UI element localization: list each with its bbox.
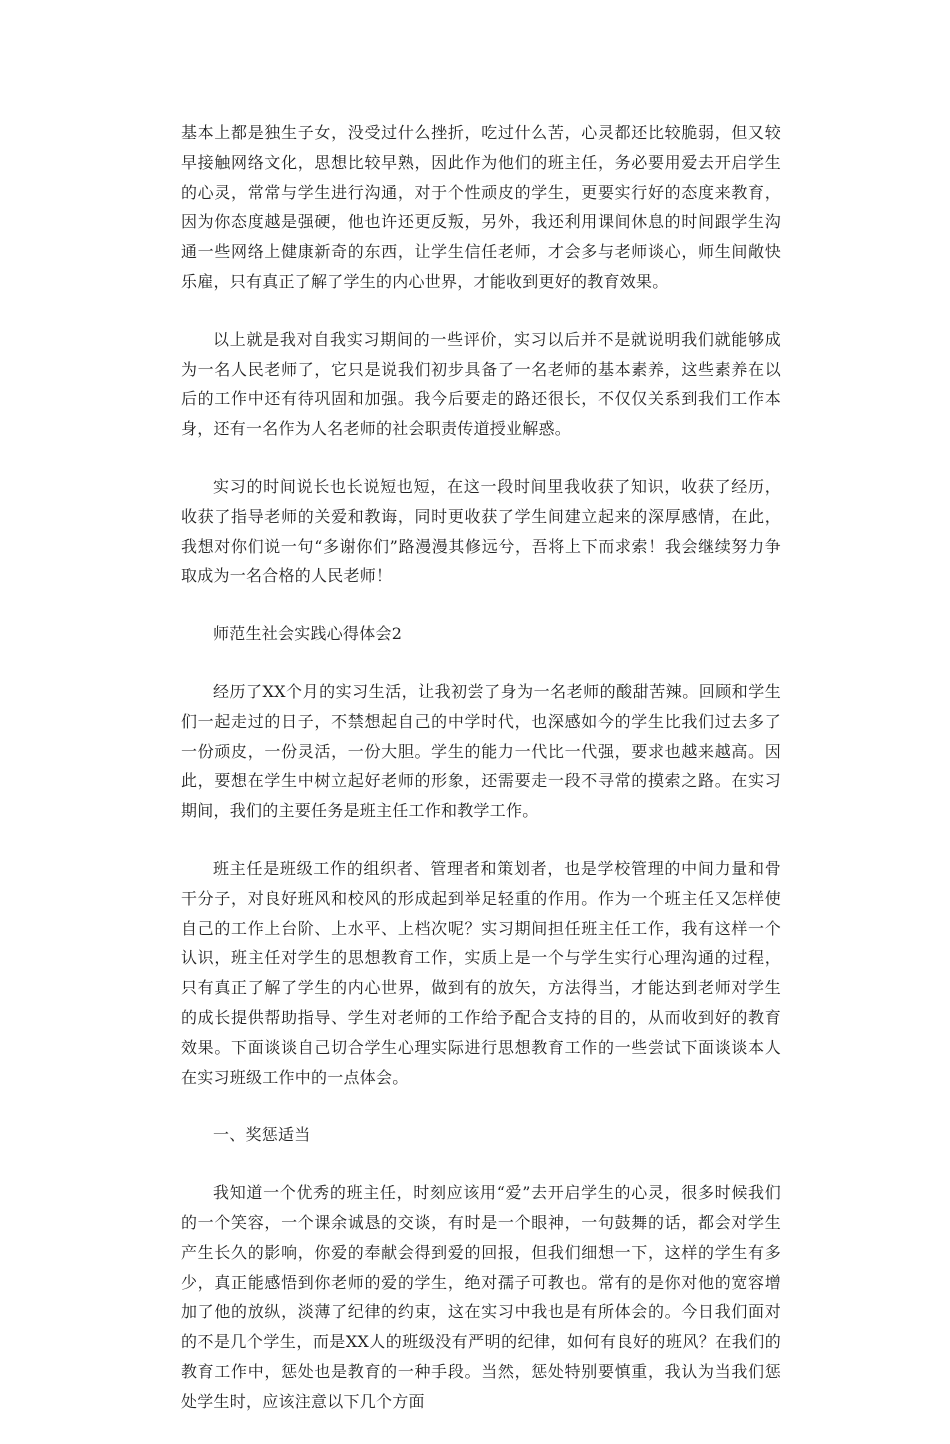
- paragraph-class-teacher-role: 班主任是班级工作的组织者、管理者和策划者，也是学校管理的中间力量和骨干分子，对良好班风和校风的形成起到举足轻重的作用。作为一个班主任又怎样使自己的工作上台阶、上水平、上档次呢？实习期间担任班主任工作，我有这样一个认识，班主任对学生的思想教育工作，实质上是一个与学生实行心理沟通的过程，只有真正了解了学生的内心世界，做到有的放矢，方法得当，才能达到老师对学生的成长提供帮助指导、学生对老师的工作给予配合支持的目的，从而收到好的教育效果。下面谈谈自己切合学生心理实际进行思想教育工作的一些尝试下面谈谈本人在实习班级工作中的一点体会。: [181, 858, 781, 1087]
- document-page: [181, 118, 781, 1444]
- subheading-reward-punishment: 一、奖惩适当: [213, 1125, 311, 1145]
- paragraph-continuation: 基本上都是独生子女，没受过什么挫折，吃过什么苦，心灵都还比较脆弱，但又较早接触网络文化，思想比较早熟，因此作为他们的班主任，务必要用爱去开启学生的心灵，常常与学生进行沟通，对于个性顽皮的学生，更要实行好的态度来教育，因为你态度越是强硬，他也许还更反叛，另外，我还利用课间休息的时间跟学生沟通一些网络上健康新奇的东西，让学生信任老师，才会多与老师谈心，师生间敞快乐雇，只有真正了解了学生的内心世界，才能收到更好的教育效果。: [181, 123, 781, 291]
- section-title: 师范生社会实践心得体会2: [213, 624, 403, 644]
- paragraph-love-and-discipline: 我知道一个优秀的班主任，时刻应该用“爱”去开启学生的心灵，很多时候我们的一个笑容，一个课余诚恳的交谈，有时是一个眼神，一句鼓舞的话，都会对学生产生长久的影响，你爱的奉献会得到爱的回报，但我们细想一下，这样的学生有多少，真正能感悟到你老师的爱的学生，绝对孺子可教也。常有的是你对他的宽容增加了他的放纵，淡薄了纪律的约束，这在实习中我也是有所体会的。今日我们面对的不是几个学生，而是XX人的班级没有严明的纪律，如何有良好的班风？在我们的教育工作中，惩处也是教育的一种手段。当然，惩处特别要慎重，我认为当我们惩处学生时，应该注意以下几个方面: [181, 1183, 781, 1411]
- paragraph-self-evaluation: 以上就是我对自我实习期间的一些评价，实习以后并不是就说明我们就能够成为一名人民老师了，它只是说我们初步具备了一名老师的基本素养，这些素养在以后的工作中还有待巩固和加强。我今后要走的路还很长，不仅仅关系到我们工作本身，还有一名作为人名老师的社会职责传道授业解惑。: [181, 329, 781, 439]
- paragraph-internship-experience: 经历了XX个月的实习生活，让我初尝了身为一名老师的酸甜苦辣。回顾和学生们一起走过的日子，不禁想起自己的中学时代，也深感如今的学生比我们过去多了一份顽皮，一份灵活，一份大胆。学生的能力一代比一代强，要求也越来越高。因此，要想在学生中树立起好老师的形象，还需要走一段不寻常的摸索之路。在实习期间，我们的主要任务是班主任工作和教学工作。: [181, 681, 781, 821]
- paragraph-internship-harvest: 实习的时间说长也长说短也短，在这一段时间里我收获了知识，收获了经历，收获了指导老师的关爱和教诲，同时更收获了学生间建立起来的深厚感情，在此，我想对你们说一句“多谢你们”路漫漫其修远兮，吾将上下而求索！我会继续努力争取成为一名合格的人民老师！: [181, 476, 781, 586]
